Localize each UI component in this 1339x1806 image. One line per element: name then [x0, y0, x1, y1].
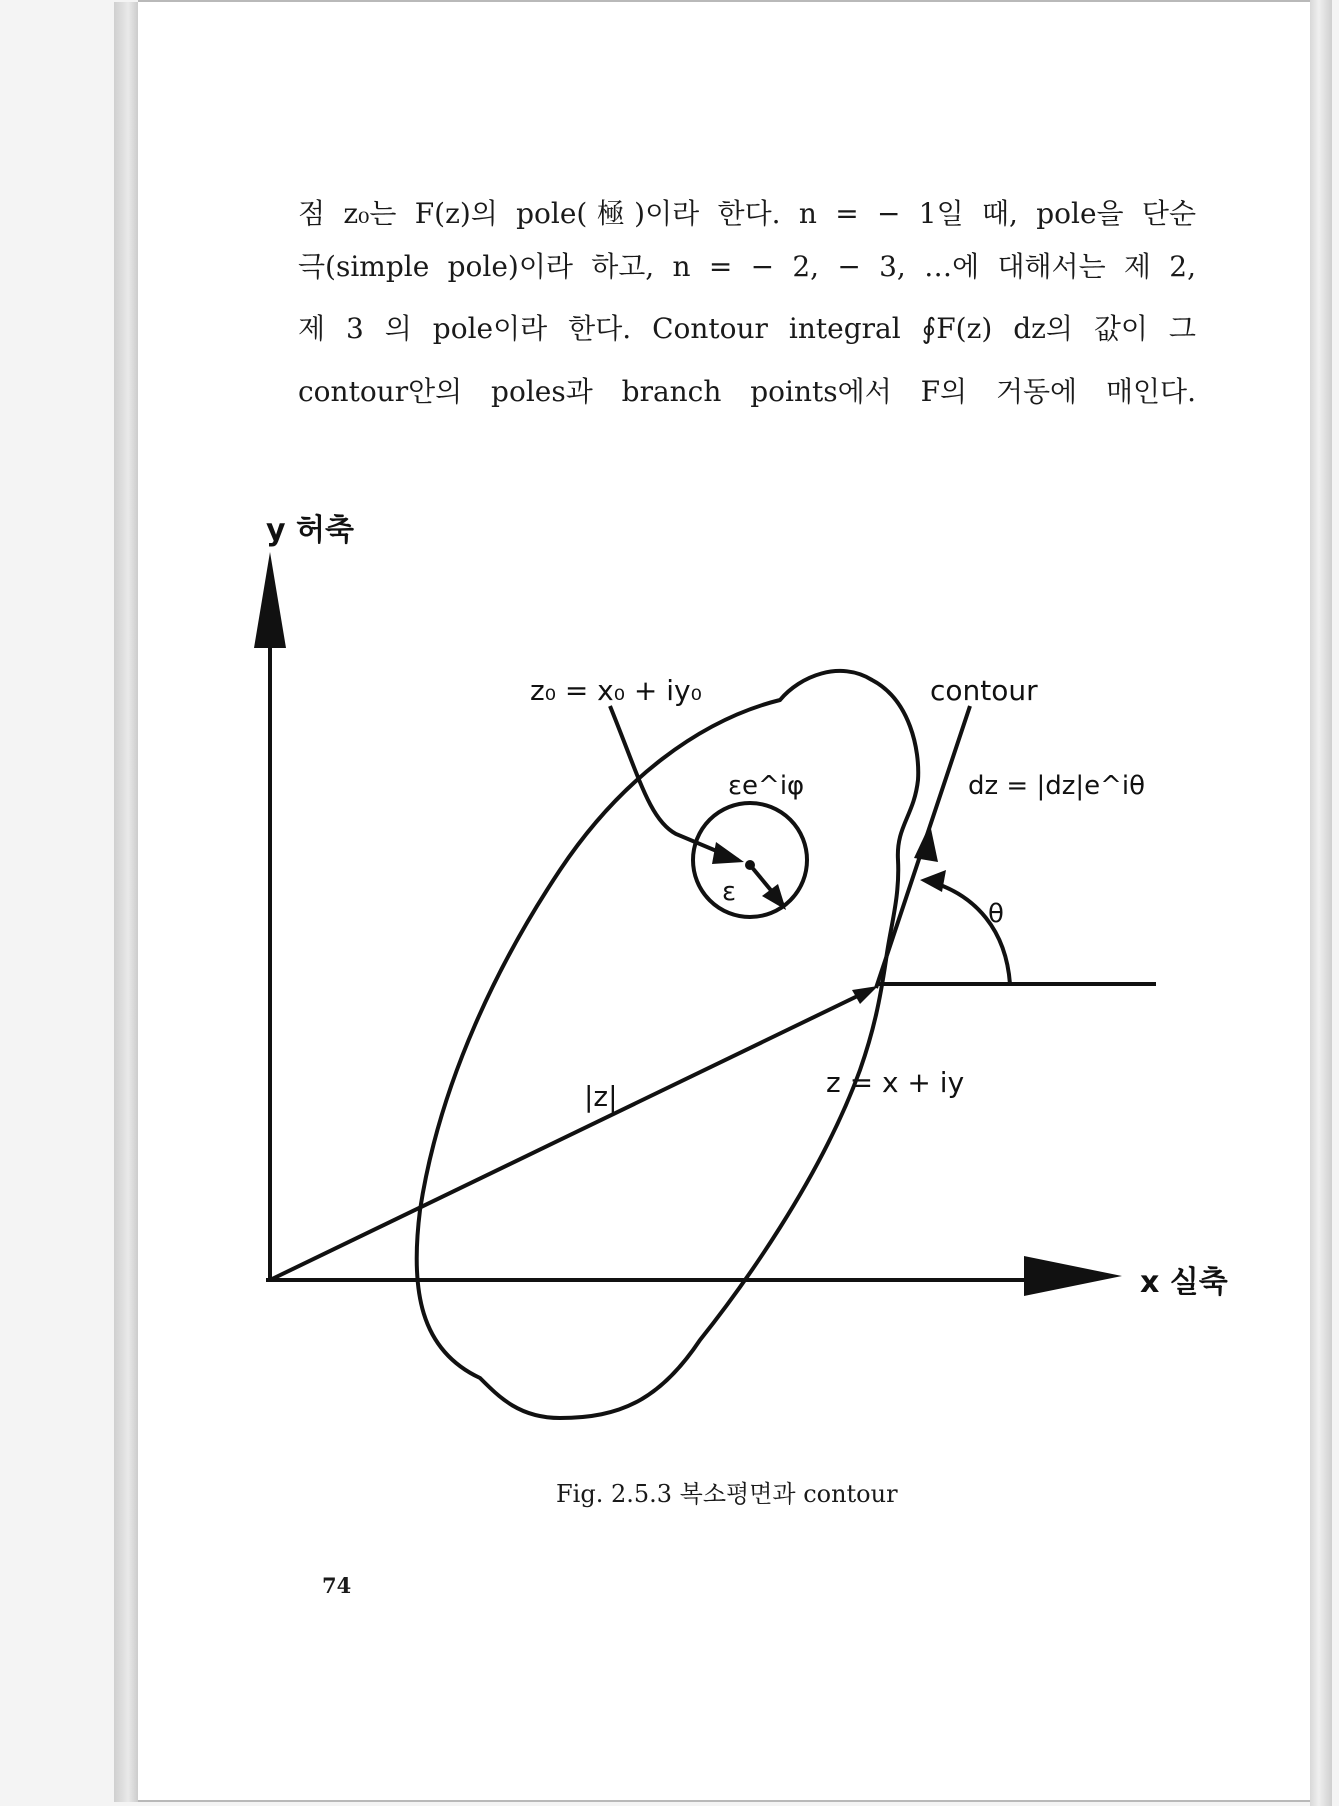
small-circle-label: εe^iφ — [728, 771, 805, 801]
contour-curve — [417, 671, 919, 1418]
body-text-line-4: contour안의 poles과 branch points에서 F의 거동에 매인다. — [298, 375, 1196, 408]
pole-pointer-line — [610, 706, 738, 860]
modulus-label: |z| — [584, 1080, 618, 1113]
modulus-arrowhead — [852, 986, 878, 1004]
theta-arc — [932, 882, 1010, 984]
point-z-label: z = x + iy — [826, 1066, 965, 1099]
x-axis-label: x 실축 — [1140, 1265, 1228, 1300]
y-axis-label: y 허축 — [266, 513, 354, 548]
figure-caption: Fig. 2.5.3 복소평면과 contour — [556, 1480, 898, 1508]
epsilon-radius-arrowhead — [762, 884, 786, 910]
pole-label: z₀ = x₀ + iy₀ — [530, 674, 702, 707]
dz-label: dz = |dz|e^iθ — [968, 771, 1146, 801]
epsilon-label: ε — [722, 877, 737, 907]
x-axis-arrowhead — [1024, 1256, 1122, 1296]
dz-arrowhead — [914, 824, 938, 862]
body-text-line-3: 제 3 의 pole이라 한다. Contour integral ∮F(z) dz의 값이 그 — [298, 312, 1196, 345]
body-text-line-2: 극(simple pole)이라 하고, n = − 2, − 3, …에 대해서는 제 2, — [298, 250, 1196, 283]
contour-label: contour — [930, 674, 1038, 707]
modulus-vector — [270, 990, 870, 1280]
theta-label: θ — [988, 899, 1004, 929]
pole-pointer-arrowhead — [712, 842, 744, 864]
body-text-line-1: 점 z₀는 F(z)의 pole(極)이라 한다. n = − 1일 때, pole을 단순 — [298, 197, 1196, 230]
y-axis-arrowhead — [254, 552, 286, 648]
page-number: 74 — [322, 1573, 352, 1598]
theta-arc-arrowhead — [920, 870, 946, 892]
